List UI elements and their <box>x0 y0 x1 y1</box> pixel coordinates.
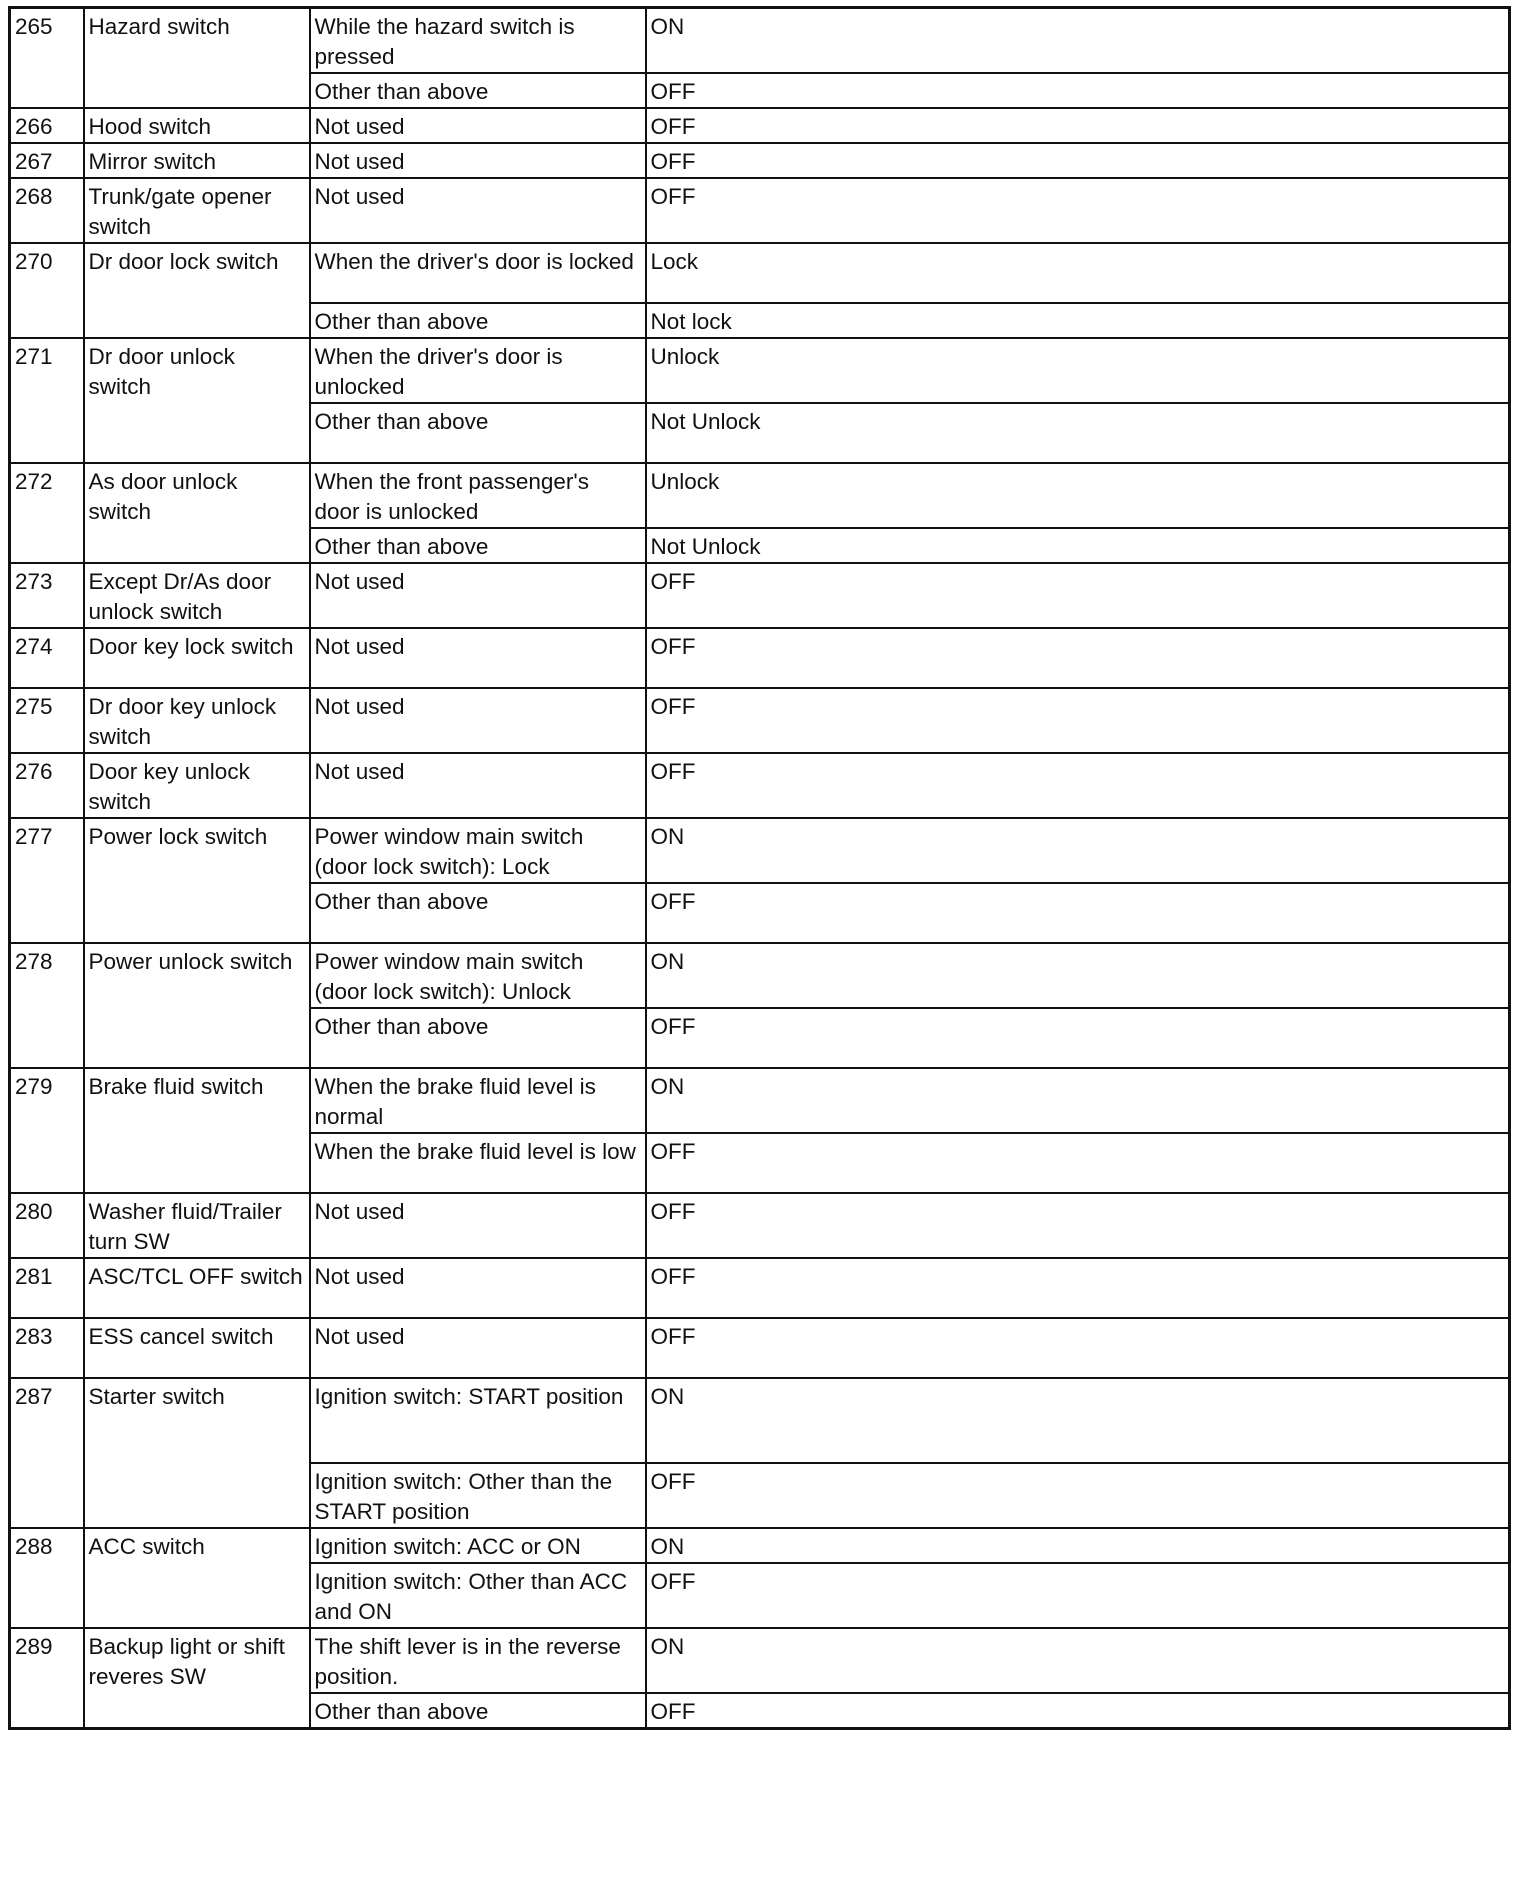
item-name-cell: Power lock switch <box>84 818 310 943</box>
value-cell: Not Unlock <box>646 528 1510 563</box>
condition-cell: Other than above <box>310 528 646 563</box>
table-row <box>10 1258 1510 1318</box>
table-row <box>10 243 1510 303</box>
condition-cell: Other than above <box>310 1008 646 1068</box>
condition-cell: Not used <box>310 178 646 243</box>
table-row <box>10 563 1510 628</box>
value-cell: ON <box>646 943 1510 1008</box>
table-row <box>10 1378 1510 1463</box>
item-number-cell: 265 <box>10 8 84 109</box>
item-name-cell: ASC/TCL OFF switch <box>84 1258 310 1318</box>
condition-cell: Not used <box>310 1318 646 1378</box>
item-name-cell: Hazard switch <box>84 8 310 109</box>
condition-cell: Other than above <box>310 403 646 463</box>
condition-cell: Ignition switch: ACC or ON <box>310 1528 646 1563</box>
table-row <box>10 1528 1510 1563</box>
condition-cell: Other than above <box>310 1693 646 1729</box>
value-cell: Lock <box>646 243 1510 303</box>
condition-cell: Other than above <box>310 303 646 338</box>
item-number-cell: 270 <box>10 243 84 338</box>
condition-cell: When the driver's door is unlocked <box>310 338 646 403</box>
condition-cell: Ignition switch: START position <box>310 1378 646 1463</box>
table-row <box>10 818 1510 883</box>
item-number-cell: 280 <box>10 1193 84 1258</box>
value-cell: OFF <box>646 1193 1510 1258</box>
item-name-cell: Hood switch <box>84 108 310 143</box>
condition-cell: Power window main switch (door lock switch): Lock <box>310 818 646 883</box>
value-cell: OFF <box>646 1133 1510 1193</box>
item-name-cell: Backup light or shift reveres SW <box>84 1628 310 1729</box>
item-number-cell: 276 <box>10 753 84 818</box>
value-cell: OFF <box>646 1008 1510 1068</box>
condition-cell: Not used <box>310 753 646 818</box>
table-row <box>10 688 1510 753</box>
condition-cell: Ignition switch: Other than the START position <box>310 1463 646 1528</box>
table-row <box>10 178 1510 243</box>
value-cell: ON <box>646 1528 1510 1563</box>
item-name-cell: Door key lock switch <box>84 628 310 688</box>
value-cell: OFF <box>646 178 1510 243</box>
table-row <box>10 1318 1510 1378</box>
item-number-cell: 289 <box>10 1628 84 1729</box>
table-row <box>10 108 1510 143</box>
item-name-cell: Power unlock switch <box>84 943 310 1068</box>
condition-cell: When the brake fluid level is normal <box>310 1068 646 1133</box>
table-row <box>10 1068 1510 1133</box>
item-name-cell: Brake fluid switch <box>84 1068 310 1193</box>
condition-cell: Other than above <box>310 883 646 943</box>
value-cell: OFF <box>646 1463 1510 1528</box>
value-cell: OFF <box>646 143 1510 178</box>
table-row <box>10 143 1510 178</box>
value-cell: Not lock <box>646 303 1510 338</box>
table-row <box>10 753 1510 818</box>
table-row <box>10 1193 1510 1258</box>
item-number-cell: 275 <box>10 688 84 753</box>
value-cell: OFF <box>646 108 1510 143</box>
table-row <box>10 1628 1510 1693</box>
table-row <box>10 338 1510 403</box>
value-cell: ON <box>646 1068 1510 1133</box>
condition-cell: Not used <box>310 688 646 753</box>
item-name-cell: ESS cancel switch <box>84 1318 310 1378</box>
condition-cell: Ignition switch: Other than ACC and ON <box>310 1563 646 1628</box>
table-row <box>10 628 1510 688</box>
condition-cell: When the front passenger's door is unlocked <box>310 463 646 528</box>
item-name-cell: Dr door unlock switch <box>84 338 310 463</box>
item-number-cell: 271 <box>10 338 84 463</box>
switch-data-table <box>8 6 1511 1730</box>
condition-cell: When the brake fluid level is low <box>310 1133 646 1193</box>
item-number-cell: 277 <box>10 818 84 943</box>
item-name-cell: Washer fluid/Trailer turn SW <box>84 1193 310 1258</box>
item-name-cell: Except Dr/As door unlock switch <box>84 563 310 628</box>
item-number-cell: 267 <box>10 143 84 178</box>
value-cell: OFF <box>646 1563 1510 1628</box>
item-name-cell: Starter switch <box>84 1378 310 1528</box>
item-name-cell: Trunk/gate opener switch <box>84 178 310 243</box>
condition-cell: Power window main switch (door lock switch): Unlock <box>310 943 646 1008</box>
item-number-cell: 287 <box>10 1378 84 1528</box>
item-number-cell: 274 <box>10 628 84 688</box>
condition-cell: When the driver's door is locked <box>310 243 646 303</box>
value-cell: OFF <box>646 563 1510 628</box>
item-number-cell: 273 <box>10 563 84 628</box>
item-number-cell: 281 <box>10 1258 84 1318</box>
item-name-cell: Mirror switch <box>84 143 310 178</box>
item-number-cell: 268 <box>10 178 84 243</box>
condition-cell: Not used <box>310 1193 646 1258</box>
value-cell: Unlock <box>646 463 1510 528</box>
item-number-cell: 266 <box>10 108 84 143</box>
condition-cell: Not used <box>310 628 646 688</box>
value-cell: ON <box>646 8 1510 74</box>
condition-cell: Not used <box>310 108 646 143</box>
table-row <box>10 943 1510 1008</box>
value-cell: Not Unlock <box>646 403 1510 463</box>
item-number-cell: 272 <box>10 463 84 563</box>
table-row <box>10 8 1510 74</box>
condition-cell: While the hazard switch is pressed <box>310 8 646 74</box>
value-cell: OFF <box>646 753 1510 818</box>
condition-cell: Not used <box>310 143 646 178</box>
condition-cell: The shift lever is in the reverse position. <box>310 1628 646 1693</box>
value-cell: ON <box>646 818 1510 883</box>
item-name-cell: Dr door key unlock switch <box>84 688 310 753</box>
item-number-cell: 288 <box>10 1528 84 1628</box>
condition-cell: Not used <box>310 1258 646 1318</box>
item-name-cell: As door unlock switch <box>84 463 310 563</box>
value-cell: OFF <box>646 1258 1510 1318</box>
condition-cell: Not used <box>310 563 646 628</box>
item-name-cell: ACC switch <box>84 1528 310 1628</box>
item-number-cell: 278 <box>10 943 84 1068</box>
value-cell: OFF <box>646 628 1510 688</box>
condition-cell: Other than above <box>310 73 646 108</box>
value-cell: OFF <box>646 73 1510 108</box>
value-cell: ON <box>646 1628 1510 1693</box>
item-number-cell: 283 <box>10 1318 84 1378</box>
item-number-cell: 279 <box>10 1068 84 1193</box>
value-cell: Unlock <box>646 338 1510 403</box>
value-cell: ON <box>646 1378 1510 1463</box>
value-cell: OFF <box>646 1693 1510 1729</box>
value-cell: OFF <box>646 688 1510 753</box>
table-row <box>10 463 1510 528</box>
item-name-cell: Dr door lock switch <box>84 243 310 338</box>
value-cell: OFF <box>646 1318 1510 1378</box>
table-body <box>10 8 1510 1729</box>
value-cell: OFF <box>646 883 1510 943</box>
item-name-cell: Door key unlock switch <box>84 753 310 818</box>
